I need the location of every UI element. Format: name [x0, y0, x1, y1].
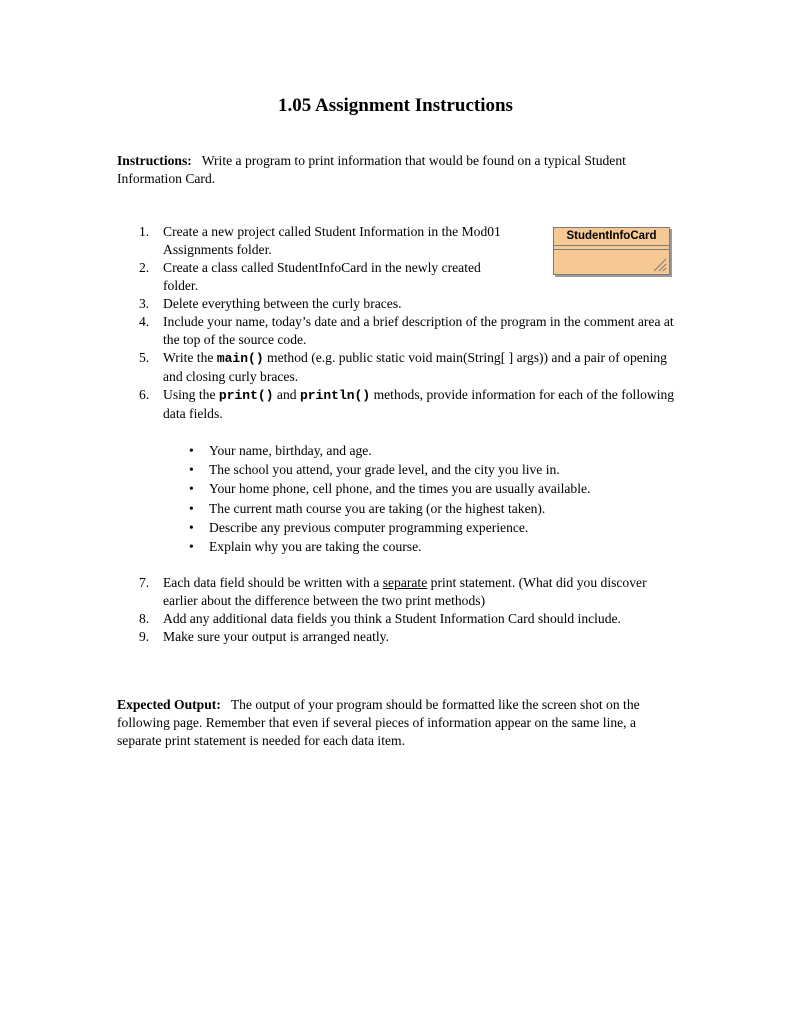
expected-output-text: The output of your program should be formatted like the screen shot on the following page. Remember that even if several pieces of information appear on the same line, a separate print statement is needed for each data item. — [117, 697, 640, 748]
list-item: 8. Add any additional data fields you think a Student Information Card should include. — [139, 611, 621, 627]
list-item: 6. Using the print() and println() methods, provide information for each of the following data fields. • Your name, birthday, and age. • The school you attend, your grade level, and the city you live in. • Your home phone, cell phone, and the times you are usually available. • The current math course you are taking (or the highest taken). • Describe any previous computer programming experience. • Explain why you are taking the course. — [117, 386, 677, 556]
bullet-icon: • — [189, 500, 194, 516]
instructions-text: Write a program to print information that would be found on a typical Student Information Card. — [117, 153, 626, 186]
expected-output-label: Expected Output: — [117, 697, 221, 712]
list-item: • Your home phone, cell phone, and the times you are usually available. — [163, 479, 677, 498]
bullet-icon: • — [189, 481, 194, 497]
uml-class-name: StudentInfoCard — [554, 228, 669, 246]
bullet-icon: • — [189, 519, 194, 535]
list-item: • Describe any previous computer programming experience. — [163, 518, 677, 537]
code-keyword: main() — [216, 351, 264, 366]
expected-output-paragraph — [117, 696, 677, 750]
steps-list — [117, 223, 677, 646]
list-item: • Explain why you are taking the course. — [163, 537, 677, 556]
list-item: • The current math course you are taking (or the highest taken). — [163, 499, 677, 518]
bullet-icon: • — [189, 462, 194, 478]
data-fields-list — [163, 441, 677, 556]
code-keyword: print() — [218, 388, 274, 403]
list-item: • Your name, birthday, and age. — [163, 441, 677, 460]
list-item: 2. Create a class called StudentInfoCard in the newly created folder. — [139, 260, 481, 293]
instructions-paragraph — [117, 152, 677, 188]
list-item: 5. Write the main() method (e.g. public static void main(String[ ] args)) and a pair of opening and closing curly braces. — [139, 350, 667, 384]
underlined-word: separate — [382, 575, 428, 591]
bullet-icon: • — [189, 538, 194, 554]
list-item: 7. Each data field should be written with a separate print statement. (What did you discover earlier about the difference between the two print methods) — [139, 575, 647, 609]
list-item: • The school you attend, your grade level, and the city you live in. — [163, 460, 677, 479]
page-title: 1.05 Assignment Instructions — [278, 95, 513, 116]
code-keyword: println() — [299, 388, 371, 403]
list-item: 4. Include your name, today’s date and a brief description of the program in the comment area at the top of the source code. — [139, 314, 674, 347]
list-item: 3. Delete everything between the curly braces. — [139, 296, 402, 311]
instructions-label: Instructions: — [117, 153, 192, 168]
list-item: 9. Make sure your output is arranged neatly. — [139, 629, 389, 645]
list-item: 1. Create a new project called Student Information in the Mod01 Assignments folder. — [139, 224, 501, 257]
bullet-icon: • — [189, 443, 194, 458]
